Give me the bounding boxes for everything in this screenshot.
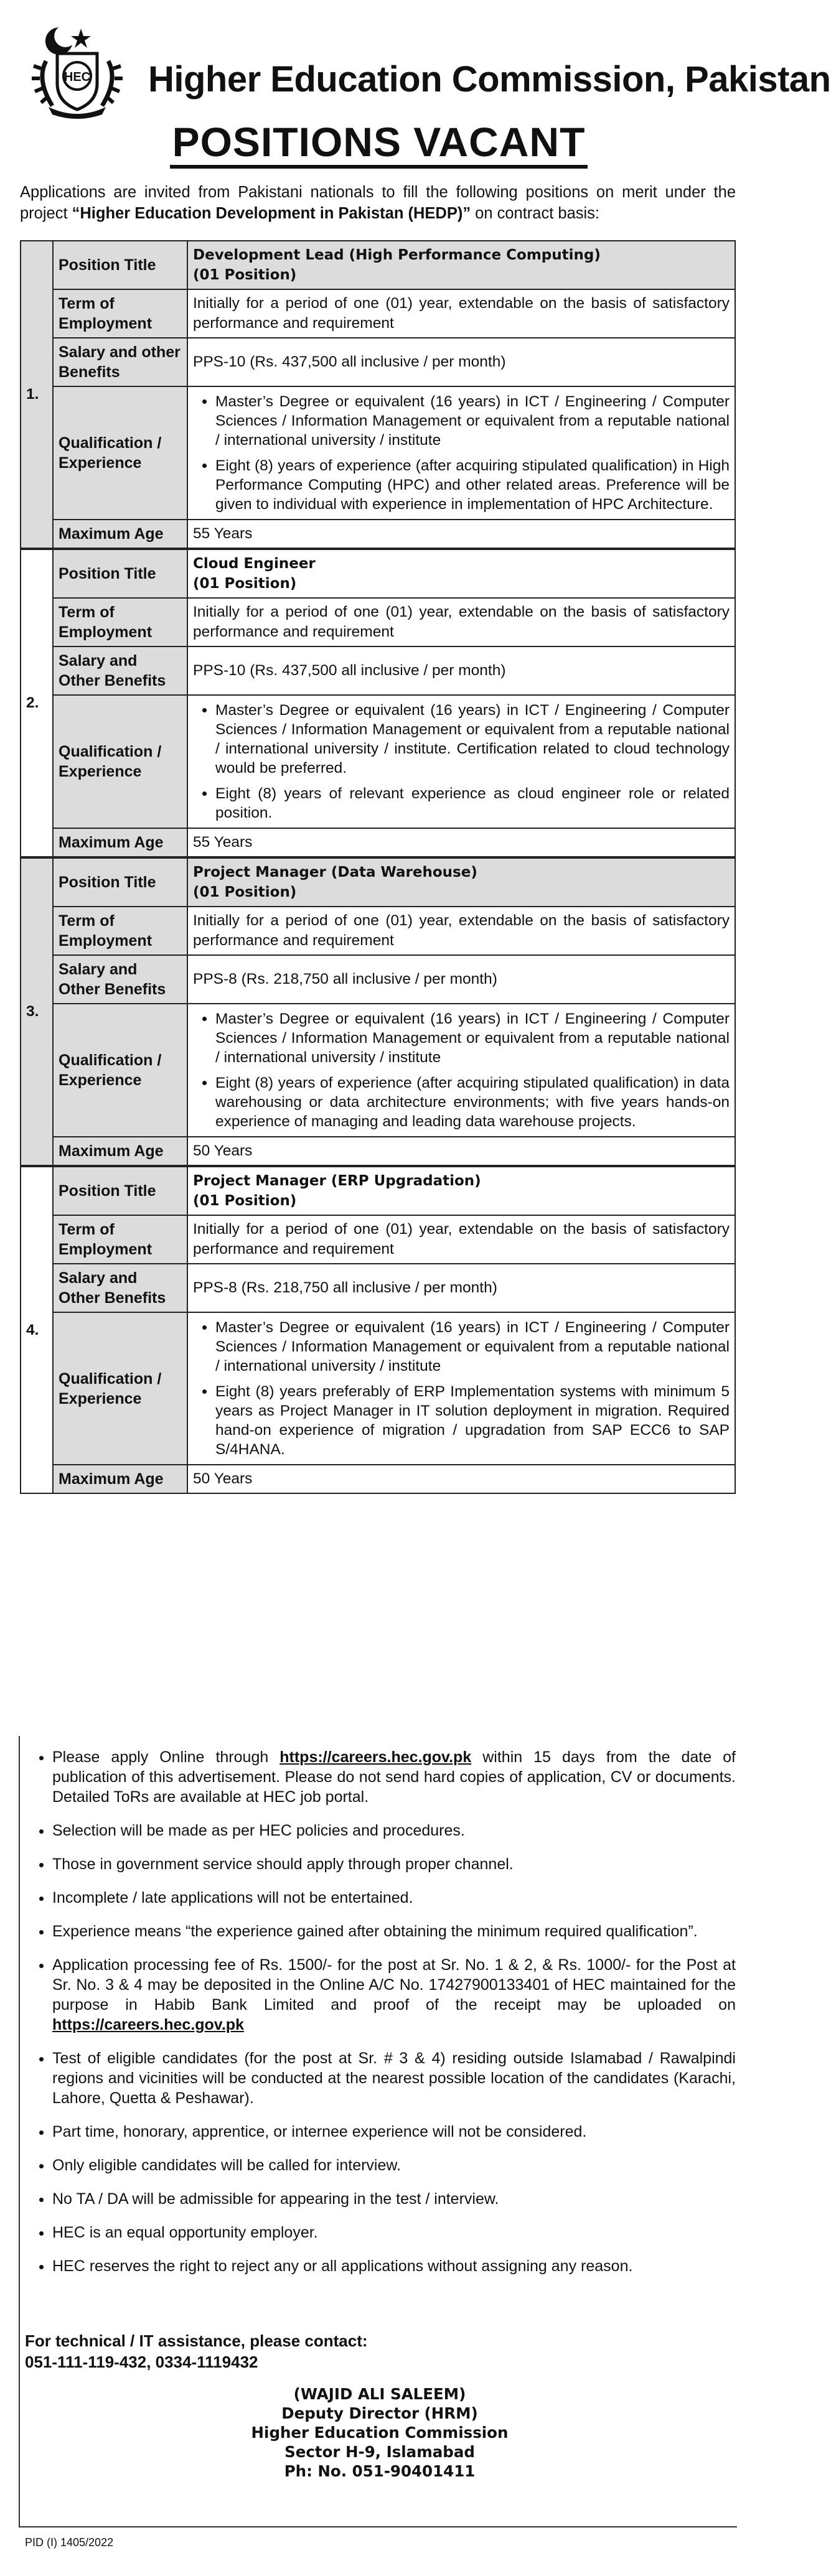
careers-link[interactable]: https://careers.hec.gov.pk bbox=[52, 2016, 244, 2033]
positions-table bbox=[20, 240, 736, 1494]
position-block bbox=[20, 857, 736, 1166]
intro-text-after: on contract basis: bbox=[471, 205, 600, 222]
note-processing-fee bbox=[52, 1955, 736, 2035]
signatory-designation: Deputy Director (HRM) bbox=[281, 2404, 478, 2422]
label-position-title: Position Title bbox=[53, 549, 187, 598]
note-equal-opportunity: • HEC is an equal opportunity employer. bbox=[52, 2223, 736, 2242]
term-value: Initially for a period of one (01) year, extendable on the basis of satisfactory performance and requirement bbox=[187, 289, 735, 338]
salary-value: PPS-10 (Rs. 437,500 all inclusive / per month) bbox=[187, 646, 735, 695]
note-apply-before: Please apply Online through bbox=[52, 1748, 280, 1766]
note-govt-service: • Those in government service should apply through proper channel. bbox=[52, 1854, 736, 1874]
position-title bbox=[187, 549, 735, 598]
position-title bbox=[187, 241, 735, 289]
signatory-org: Higher Education Commission bbox=[251, 2424, 509, 2442]
salary-value: PPS-10 (Rs. 437,500 all inclusive / per month) bbox=[187, 338, 735, 386]
term-value: Initially for a period of one (01) year, extendable on the basis of satisfactory performance and requirement bbox=[187, 1215, 735, 1264]
label-position-title: Position Title bbox=[53, 1167, 187, 1215]
position-number: 3. bbox=[21, 858, 53, 1165]
label-max-age: Maximum Age bbox=[53, 828, 187, 857]
label-term: Term of Employment bbox=[53, 1215, 187, 1264]
note-ta-da: • No TA / DA will be admissible for appearing in the test / interview. bbox=[52, 2189, 736, 2209]
position-block bbox=[20, 240, 736, 549]
note-incomplete: • Incomplete / late applications will not be entertained. bbox=[52, 1888, 736, 1908]
qualification-item: • Master’s Degree or equivalent (16 years) in ICT / Engineering / Computer Sciences / Information Management or equivalent from a reputable national / international university / institute bbox=[215, 1318, 730, 1376]
label-qualification: Qualification / Experience bbox=[53, 1312, 187, 1465]
headline-text: POSITIONS VACANT bbox=[170, 119, 588, 169]
note-fee-before: Application processing fee of Rs. 1500/- for the post at Sr. No. 1 & 2, & Rs. 1000/- for the Post at Sr. No. 3 & 4 may be deposited in the Online A/C No. 17427900133401 of HEC maintained for the purpose in Habib Bank Limited and proof of the receipt may be uploaded on bbox=[52, 1956, 736, 2014]
label-salary: Salary and Other Benefits bbox=[53, 1264, 187, 1312]
note-reserves-right: • HEC reserves the right to reject any or all applications without assigning any reason. bbox=[52, 2256, 736, 2276]
careers-link[interactable]: https://careers.hec.gov.pk bbox=[279, 1748, 472, 1766]
contact-heading: For technical / IT assistance, please contact: bbox=[25, 2331, 368, 2350]
max-age-value: 55 Years bbox=[187, 520, 735, 548]
position-number: 2. bbox=[21, 549, 53, 857]
position-number: 4. bbox=[21, 1167, 53, 1493]
hec-logo bbox=[27, 24, 127, 117]
label-max-age: Maximum Age bbox=[53, 1465, 187, 1493]
qualification-item: • Eight (8) years preferably of ERP Implementation systems with minimum 5 years as Project Manager in IT solution deployment in migration. Required hand-on experience of migration / upgradation from SAP ECC6 to SAP S/4HANA. bbox=[215, 1382, 730, 1459]
header bbox=[24, 21, 831, 108]
position-title-text: Project Manager (ERP Upgradation) bbox=[193, 1173, 481, 1189]
label-max-age: Maximum Age bbox=[53, 520, 187, 548]
qualification-item: • Eight (8) years of experience (after acquiring stipulated qualification) in data warehousing or data architecture environments; with five years hands-on experience of managing and leading data warehouse projects. bbox=[215, 1073, 730, 1131]
position-title bbox=[187, 1167, 735, 1215]
pid-number: PID (I) 1405/2022 bbox=[25, 2536, 114, 2549]
label-salary: Salary and Other Benefits bbox=[53, 646, 187, 695]
position-title bbox=[187, 858, 735, 907]
qualification-value bbox=[187, 695, 735, 828]
note-apply-online bbox=[52, 1747, 736, 1807]
note-selection: • Selection will be made as per HEC policies and procedures. bbox=[52, 1821, 736, 1841]
position-title-text: Development Lead (High Performance Computing) bbox=[193, 247, 601, 263]
label-salary: Salary and other Benefits bbox=[53, 338, 187, 386]
note-part-time: • Part time, honorary, apprentice, or internee experience will not be considered. bbox=[52, 2122, 736, 2142]
salary-value: PPS-8 (Rs. 218,750 all inclusive / per month) bbox=[187, 955, 735, 1004]
label-term: Term of Employment bbox=[53, 289, 187, 338]
qualification-item: • Eight (8) years of experience (after acquiring stipulated qualification) in High Performance Computing (HPC) and other related areas. Preference will be given to individual with experience in implementation of HPC Architecture. bbox=[215, 456, 730, 514]
note-experience: • Experience means “the experience gained after obtaining the minimum required qualification”. bbox=[52, 1921, 736, 1941]
org-title: Higher Education Commission, Pakistan bbox=[148, 59, 831, 100]
qualification-item: • Master’s Degree or equivalent (16 years) in ICT / Engineering / Computer Sciences / Information Management or equivalent from a reputable national / international university / institute bbox=[215, 1009, 730, 1067]
max-age-value: 50 Years bbox=[187, 1137, 735, 1165]
label-salary: Salary and Other Benefits bbox=[53, 955, 187, 1004]
label-position-title: Position Title bbox=[53, 858, 187, 907]
max-age-value: 50 Years bbox=[187, 1465, 735, 1493]
intro-text-before: Applications are invited from Pakistani nationals to fill the following positions on merit under the project bbox=[20, 184, 736, 222]
intro-project: “Higher Education Development in Pakistan (HEDP)” bbox=[72, 205, 471, 222]
contact-phones: 051-111-119-432, 0334-1119432 bbox=[25, 2353, 258, 2371]
label-term: Term of Employment bbox=[53, 598, 187, 646]
label-max-age: Maximum Age bbox=[53, 1137, 187, 1165]
signatory-name: (WAJID ALI SALEEM) bbox=[293, 2385, 466, 2403]
contact-block bbox=[25, 2330, 585, 2373]
term-value: Initially for a period of one (01) year, extendable on the basis of satisfactory performance and requirement bbox=[187, 907, 735, 955]
label-qualification: Qualification / Experience bbox=[53, 1004, 187, 1137]
signatory-address: Sector H-9, Islamabad bbox=[284, 2443, 475, 2461]
salary-value: PPS-8 (Rs. 218,750 all inclusive / per month) bbox=[187, 1264, 735, 1312]
footer-divider bbox=[19, 2526, 737, 2527]
max-age-value: 55 Years bbox=[187, 828, 735, 857]
signatory-phone: Ph: No. 051-90401411 bbox=[284, 2462, 476, 2480]
note-test: • Test of eligible candidates (for the post at Sr. # 3 & 4) residing outside Islamabad / Rawalpindi regions and vicinities will be conducted at the nearest possible location of the candidates (Karachi, Lahore, Quetta & Peshawar). bbox=[52, 2048, 736, 2108]
instructions bbox=[20, 1747, 736, 2290]
position-title-text: Cloud Engineer bbox=[193, 556, 316, 572]
qualification-item: • Master’s Degree or equivalent (16 years) in ICT / Engineering / Computer Sciences / Information Management or equivalent from a reputable national / international university / institute. Certification related to cloud technology would be preferred. bbox=[215, 701, 730, 778]
position-count: (01 Position) bbox=[193, 884, 297, 900]
term-value: Initially for a period of one (01) year, extendable on the basis of satisfactory performance and requirement bbox=[187, 598, 735, 646]
qualification-item: • Eight (8) years of relevant experience as cloud engineer role or related position. bbox=[215, 784, 730, 823]
intro-paragraph bbox=[20, 182, 736, 224]
position-count: (01 Position) bbox=[193, 1193, 297, 1209]
note-apply-after: within 15 days from the date of publication of this advertisement. Please do not send hard copies of application, CV or documents. Detailed ToRs are available at HEC job portal. bbox=[52, 1748, 736, 1806]
label-term: Term of Employment bbox=[53, 907, 187, 955]
qualification-value bbox=[187, 1312, 735, 1465]
position-count: (01 Position) bbox=[193, 267, 297, 283]
position-count: (01 Position) bbox=[193, 576, 297, 592]
position-block bbox=[20, 1166, 736, 1494]
logo-text: HEC bbox=[63, 70, 91, 84]
qualification-item: • Master’s Degree or equivalent (16 years) in ICT / Engineering / Computer Sciences / Information Management or equivalent from a reputable national / international university / institute bbox=[215, 392, 730, 450]
position-number: 1. bbox=[21, 241, 53, 548]
note-eligible: • Only eligible candidates will be called for interview. bbox=[52, 2155, 736, 2175]
position-block bbox=[20, 549, 736, 857]
label-qualification: Qualification / Experience bbox=[53, 386, 187, 520]
position-title-text: Project Manager (Data Warehouse) bbox=[193, 864, 477, 880]
label-position-title: Position Title bbox=[53, 241, 187, 289]
headline bbox=[0, 118, 758, 166]
signature-block bbox=[237, 2384, 523, 2481]
qualification-value bbox=[187, 1004, 735, 1137]
qualification-value bbox=[187, 386, 735, 520]
label-qualification: Qualification / Experience bbox=[53, 695, 187, 828]
